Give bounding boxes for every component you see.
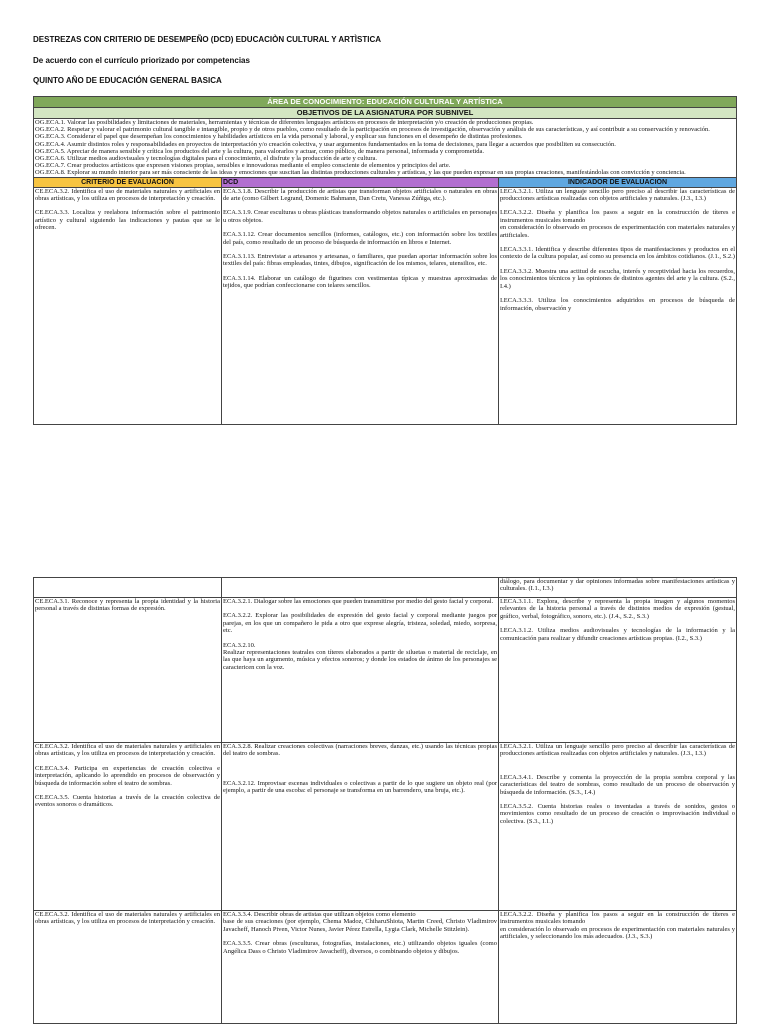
dcd-item: ECA.3.1.8. Describir la producción de artistas que transforman objetos artificiales o naturales en obras de arte (como Gilbert Legrand, Domenic Bahmann, Dan Cretu, Vanessa Zúñiga, etc.). xyxy=(223,187,497,203)
indicador-item: I.ECA.3.1.2. Utiliza medios audiovisuales y tecnologías de la información y la comunicación para realizar y difundir creaciones artísticas propias. (I.2., S.3.) xyxy=(500,627,735,642)
dcd-item: ECA.3.2.2. Explorar las posibilidades de expresión del gesto facial y corporal mediante juegos por parejas, en los que un compañero le pida a otro que exprese alegría, tristeza, soledad, miedo, sorpresa, etc. xyxy=(223,612,497,635)
objective-item: OG.ECA.2. Respetar y valorar el patrimonio cultural tangible e intangible, propio y de otros pueblos, como resultado de la participación en procesos de investigación, observación y análisis de sus características, y así contribuir a su conservación y renovación. xyxy=(35,126,710,134)
objective-item: OG.ECA.1. Valorar las posibilidades y limitaciones de materiales, herramientas y técnicas de diferentes lenguajes artísticos en procesos de interpretación y/o creación de producciones propias. xyxy=(35,119,534,126)
dcd-item: ECA.3.2.8. Realizar creaciones colectivas (narraciones breves, danzas, etc.) usando las técnicas propias del teatro de sombras. xyxy=(223,743,497,758)
criterio-cell xyxy=(34,911,222,1024)
objective-item: OG.ECA.4. Asumir distintos roles y responsabilidades en proyectos de interpretación y/o creación colectiva, y usar argumentos fundamentados en la toma de decisiones, para llegar a acuerdos que posibiliten su consecución. xyxy=(35,140,616,148)
dcd-item: ECA.3.1.9. Crear esculturas u obras plásticas transformando objetos naturales o artificiales en personajes u otros objetos. xyxy=(223,209,497,224)
dcd-cell xyxy=(222,743,499,911)
criterio-cell xyxy=(34,187,222,424)
indicador-item: I.ECA.3.2.1. Utiliza un lenguaje sencillo pero preciso al describir las características de producciones artísticas realizadas con objetos artificiales y naturales. (J.3., I.3.) xyxy=(500,743,735,758)
document-subtitle: De acuerdo con el currículo priorizado por competencias xyxy=(33,56,250,65)
indicador-cell xyxy=(499,743,737,911)
criterio-item: CE.ECA.3.3. Localiza y reelabora información sobre el patrimonio artístico y cultural siguiendo las indicaciones y pautas que se le ofrecen. xyxy=(35,209,220,232)
indicador-header: INDICADOR DE EVALUACIÓN xyxy=(499,177,737,187)
indicador-item: I.ECA.3.2.2. Diseña y planifica los pasos a seguir en la construcción de títeres e instrumentos musicales tomando xyxy=(500,911,735,926)
dcd-cell xyxy=(222,187,499,424)
objective-item: OG.ECA.6. Utilizar medios audiovisuales y tecnologías digitales para el conocimiento, el disfrute y la producción de arte y cultura. xyxy=(35,155,378,163)
dcd-cell xyxy=(222,598,499,743)
dcd-cell xyxy=(222,911,499,1024)
indicador-item: I.ECA.3.4.1. Describe y comenta la proyección de la propia sombra corporal y las características del teatro de sombras, como resultado de un proceso de observación y búsqueda de información. (S.3., I.4.) xyxy=(500,773,735,796)
empty-cell xyxy=(222,578,499,598)
dcd-item: ECA.3.2.10. xyxy=(223,641,256,649)
dcd-item: Realizar representaciones teatrales con títeres elaborados a partir de siluetas o material de reciclaje, en las que haya un argumento, música y efectos sonoros; y donde los estados de ánimo de los personajes se caractericen con la voz. xyxy=(223,649,497,671)
criterio-cell xyxy=(34,743,222,911)
criterio-cell xyxy=(34,598,222,743)
criterio-item: CE.ECA.3.2. Identifica el uso de materiales naturales y artificiales en obras artísticas, y los utiliza en procesos de interpretación y creación. xyxy=(35,911,220,926)
criterio-item: CE.ECA.3.5. Cuenta historias a través de la creación colectiva de eventos sonoros o dramáticos. xyxy=(35,794,220,809)
indicador-item: I.ECA.3.3.1. Identifica y describe diferentes tipos de manifestaciones y productos en el contexto de la cultura popular, así como su presencia en los ámbitos cotidianos. (J.1., S.2.) xyxy=(500,246,736,261)
criterio-item: CE.ECA.3.2. Identifica el uso de materiales naturales y artificiales en obras artísticas, y los utiliza en procesos de interpretación y creación. xyxy=(35,187,220,203)
dcd-item: ECA.3.2.12. Improvisar escenas individuales o colectivas a partir de lo que sugiere un objeto real (por ejemplo, a partir de una escoba: el personaje se transforma en un barrendero, una bruja, etc.). xyxy=(223,779,497,795)
document-title: DESTREZAS CON CRITERIO DE DESEMPEÑO (DCD) EDUCACIÒN CULTURAL Y ARTÌSTICA xyxy=(33,35,382,44)
objective-item: OG.ECA.7. Crear productos artísticos que expresen visiones propias, sensibles e innovadoras mediante el empleo consciente de elementos y principios del arte. xyxy=(35,162,451,170)
indicador-item: I.ECA.3.2.2. Diseña y planifica los pasos a seguir en la construcción de títeres e instrumentos musicales tomando xyxy=(500,209,736,224)
objectives-title: OBJETIVOS DE LA ASIGNATURA POR SUBNIVEL xyxy=(34,108,737,119)
dcd-header: DCD xyxy=(222,177,499,187)
document-grade: QUINTO AÑO DE EDUCACIÓN GENERAL BASICA xyxy=(33,76,222,85)
indicador-cell xyxy=(499,598,737,743)
objective-item: OG.ECA.3. Considerar el papel que desempeñan los conocimientos y habilidades artísticos en la vida personal y laboral, y explicar sus funciones en el desempeño de distintas profesiones. xyxy=(35,133,523,141)
continuation-cell: diálogo, para documentar y dar opiniones informadas sobre manifestaciones artísticas y culturales. (I.1., I.3.) xyxy=(499,578,737,598)
dcd-item: ECA.3.1.13. Entrevistar a artesanos y artesanas, o familiares, que puedan aportar información sobre los textiles del país: fibras empleadas, tintes, dibujos, significación de los mismos, telares, utensilios, etc. xyxy=(223,253,497,268)
criterio-item: CE.ECA.3.2. Identifica el uso de materiales naturales y artificiales en obras artísticas, y los utiliza en procesos de interpretación y creación. xyxy=(35,743,220,758)
criterio-header: CRITERIO DE EVALUACIÓN xyxy=(34,177,222,187)
indicador-cell xyxy=(499,187,737,424)
dcd-item: ECA.3.1.12. Crear documentos sencillos (informes, catálogos, etc.) con información sobre los textiles del país, como resultado de un proceso de búsqueda de información en libros e Internet. xyxy=(223,231,497,246)
objective-item: OG.ECA.5. Apreciar de manera sensible y crítica los productos del arte y la cultura, para valorarlos y actuar, como público, de manera personal, informada y comprometida. xyxy=(35,147,484,155)
objective-item: OG.ECA.8. Explorar su mundo interior para ser más consciente de las ideas y emociones que suscitan las distintas producciones culturales y artísticas, y las que pueden expresar en sus propias creaciones, manifestándolas con convicción y conciencia. xyxy=(35,169,686,177)
indicador-cell xyxy=(499,911,737,1024)
dcd-item: base de sus creaciones (por ejemplo, Chema Madoz, ChiharuShiota, Martin Creed, Christo Vladimirov Javacheff, Hanoch Piven, Victor Nunes, Javier Pérez Estrella, Lygia Clark, Michelle Stitzlein). xyxy=(223,918,497,933)
criterio-item: CE.ECA.3.4. Participa en experiencias de creación colectiva e interpretación, aplicando lo aprendido en procesos de observación y búsqueda de información sobre el teatro de sombras. xyxy=(35,764,220,787)
indicador-item: I.ECA.3.3.2. Muestra una actitud de escucha, interés y receptividad hacia los recuerdos, los conocimientos técnicos y las opiniones de distintos agentes del arte y la cultura. (S.2., I.4.) xyxy=(500,267,736,290)
dcd-item: ECA.3.3.5. Crear obras (esculturas, fotografías, instalaciones, etc.) utilizando objetos iguales (como Angélica Dass o Christo Vladimirov Javacheff), diversos, o combinando objetos y dibujos. xyxy=(223,940,497,955)
criterio-item: CE.ECA.3.1. Reconoce y representa la propia identidad y la historia personal a través de distintas formas de expresión. xyxy=(35,598,220,613)
indicador-item: I.ECA.3.1.1. Explora, describe y representa la propia imagen y algunos momentos relevantes de la historia personal a través de distintos medios de expresión (gestual, gráfico, verbal, fotográfico, sonoro, etc.). (J.4., S.2., S.3.) xyxy=(500,598,735,620)
dcd-item: ECA.3.1.14. Elaborar un catálogo de figurines con vestimentas típicas y muestras aproximadas de tejidos, que podrían confeccionarse con telares sencillos. xyxy=(223,274,497,290)
indicador-item: I.ECA.3.5.2. Cuenta historias reales o inventadas a través de sonidos, gestos o movimientos como resultado de un proceso de creación o improvisación individual o colectiva. (S.3., I.1.) xyxy=(500,803,735,825)
objectives-cell xyxy=(34,119,737,178)
empty-cell xyxy=(34,578,222,598)
indicador-item: I.ECA.3.2.1. Utiliza un lenguaje sencillo pero preciso al describir las características de producciones artísticas realizadas con objetos artificiales y naturales. (J.3., I.3.) xyxy=(500,187,736,203)
indicador-item: en consideración lo observado en procesos de experimentación con materiales naturales y artificiales. xyxy=(500,224,736,239)
dcd-table-1 xyxy=(33,96,737,425)
area-title: ÁREA DE CONOCIMIENTO: EDUCACIÓN CULTURAL Y ARTÍSTICA xyxy=(34,97,737,108)
dcd-item: ECA.3.2.1. Dialogar sobre las emociones que pueden transmitirse por medio del gesto facial y corporal. xyxy=(223,598,494,605)
dcd-item: ECA.3.3.4. Describir obras de artistas que utilizan objetos como elemento xyxy=(223,911,416,918)
indicador-item: en consideración lo observado en procesos de experimentación con materiales naturales y artificiales, y seleccionando los más adecuados. (J.3., S.3.) xyxy=(500,925,735,941)
indicador-item: I.ECA.3.3.3. Utiliza los conocimientos adquiridos en procesos de búsqueda de información, observación y xyxy=(500,297,736,312)
dcd-table-2 xyxy=(33,577,737,1024)
